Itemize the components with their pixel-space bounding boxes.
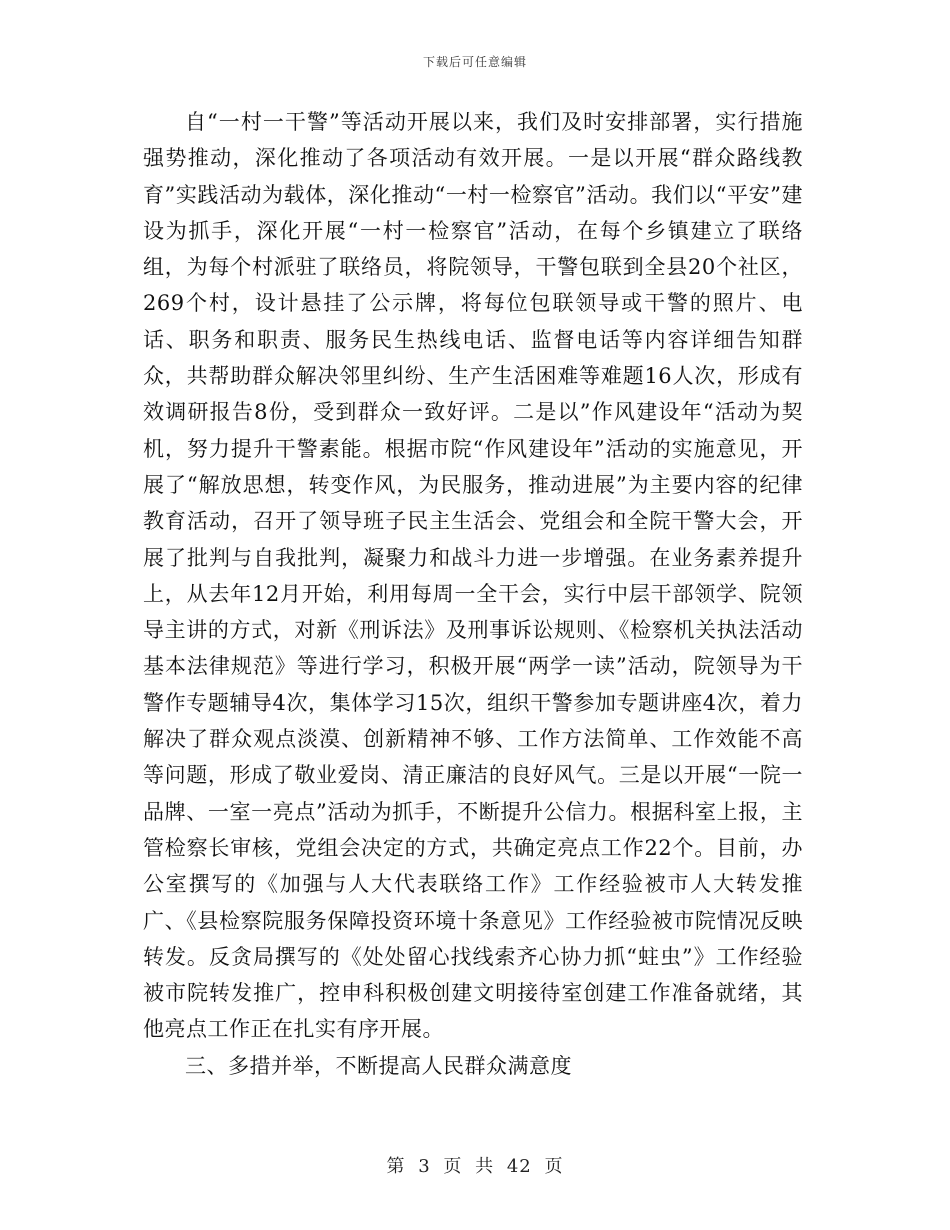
document-body — [143, 104, 803, 1084]
page-header: 下载后可任意编辑 — [422, 55, 527, 69]
body-paragraph: 自“一村一干警”等活动开展以来，我们及时安排部署，实行措施强势推动，深化推动了各项活动有效开展。一是以开展“群众路线教育”实践活动为载体，深化推动“一村一检察官”活动。我们以“平安”建设为抓手，深化开展“一村一检察官”活动，在每个乡镇建立了联络组，为每个村派驻了联络员，将院领导，干警包联到全县20个社区，269个村，设计悬挂了公示牌，将每位包联领导或干警的照片、电话、职务和职责、服务民生热线电话、监督电话等内容详细告知群众，共帮助群众解决邻里纠纷、生产生活困难等难题16人次，形成有效调研报告8份，受到群众一致好评。二是以”作风建设年“活动为契机，努力提升干警素能。根据市院“作风建设年”活动的实施意见，开展了“解放思想，转变作风，为民服务，推动进展”为主要内容的纪律教育活动，召开了领导班子民主生活会、党组会和全院干警大会，开展了批判与自我批判，凝聚力和战斗力进一步增强。在业务素养提升上，从去年12月开始，利用每周一全干会，实行中层干部领学、院领导主讲的方式，对新《刑诉法》及刑事诉讼规则、《检察机关执法活动基本法律规范》等进行学习，积极开展“两学一读”活动，院领导为干警作专题辅导4次，集体学习15次，组织干警参加专题讲座4次，着力解决了群众观点淡漠、创新精神不够、工作方法简单、工作效能不高等问题，形成了敬业爱岗、清正廉洁的良好风气。三是以开展“一院一品牌、一室一亮点”活动为抓手，不断提升公信力。根据科室上报，主管检察长审核，党组会决定的方式，共确定亮点工作22个。目前，办公室撰写的《加强与人大代表联络工作》工作经验被市人大转发推广、《县检察院服务保障投资环境十条意见》工作经验被市院情况反映转发。反贪局撰写的《处处留心找线索齐心协力抓“蛀虫”》工作经验被市院转发推广，控申科积极创建文明接待室创建工作准备就绪，其他亮点工作正在扎实有序开展。 — [143, 110, 803, 1042]
page-number-footer: 第 3 页 共 42 页 — [386, 1156, 564, 1177]
section-heading: 三、多措并举，不断提高人民群众满意度 — [185, 1053, 572, 1078]
